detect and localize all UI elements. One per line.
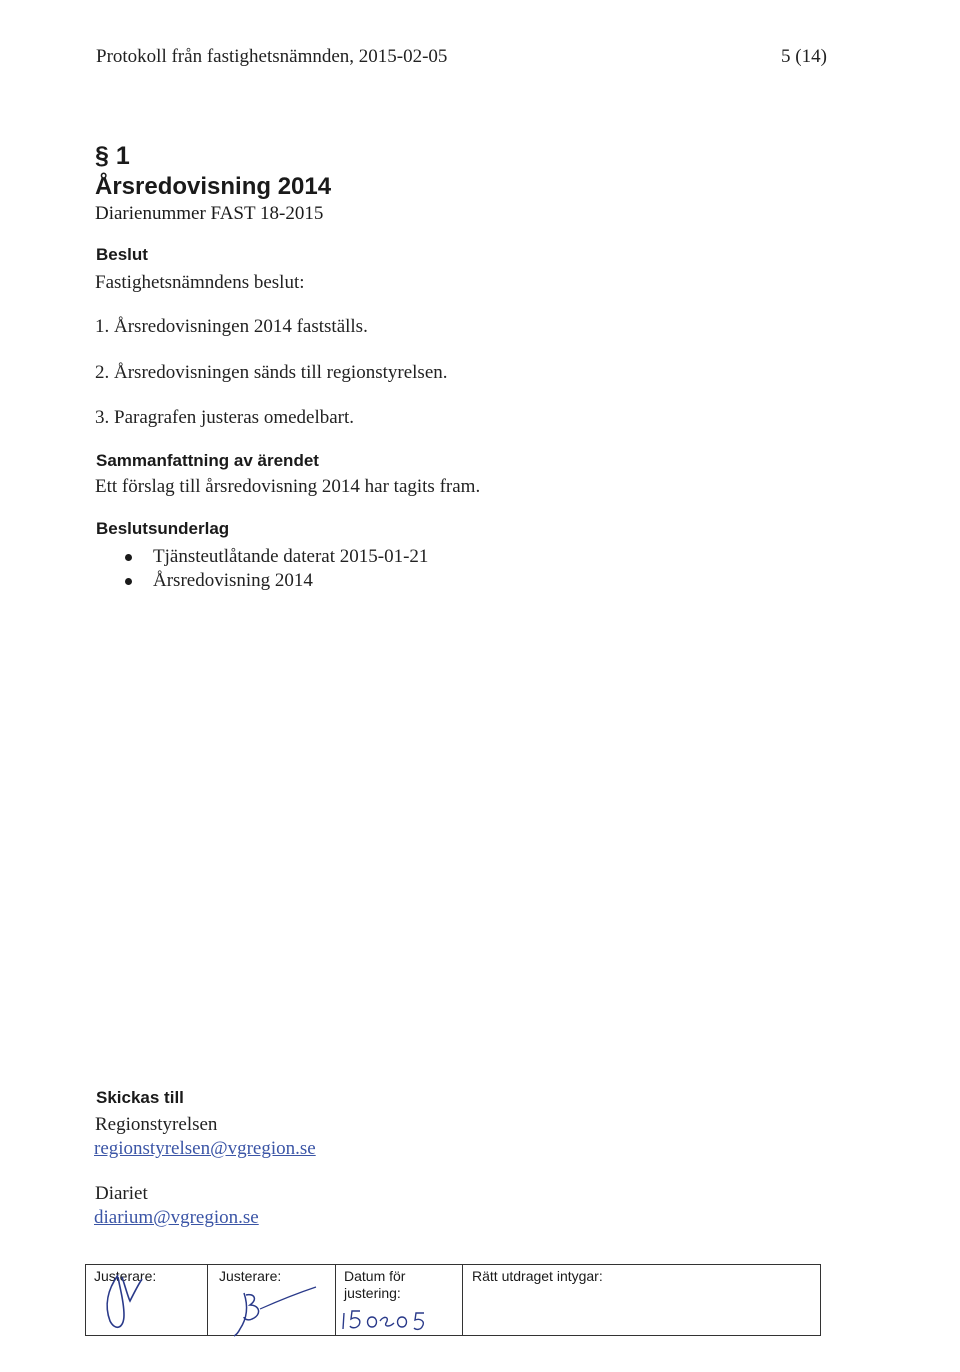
bullet-icon — [125, 554, 132, 561]
decision-item: 2. Årsredovisningen sänds till regionstyrelsen. — [95, 362, 448, 383]
list-item: Tjänsteutlåtande daterat 2015-01-21 — [153, 546, 429, 567]
diarienummer: Diarienummer FAST 18-2015 — [95, 203, 324, 224]
decision-item: 1. Årsredovisningen 2014 fastställs. — [95, 316, 368, 337]
datum-justering-label: Datum för justering: — [344, 1268, 406, 1301]
skickas-till-heading: Skickas till — [96, 1088, 184, 1107]
recipient-name: Diariet — [95, 1183, 148, 1204]
ratt-utdraget-cell — [463, 1265, 820, 1335]
signature-initials-2 — [208, 1273, 336, 1337]
datum-justering-cell — [336, 1265, 463, 1335]
decision-item: 3. Paragrafen justeras omedelbart. — [95, 407, 355, 428]
justerare-label: Justerare: — [219, 1268, 282, 1284]
document-header-title: Protokoll från fastighetsnämnden, 2015-02-05 — [96, 46, 448, 67]
recipient-email-link[interactable]: diarium@vgregion.se — [94, 1207, 259, 1228]
recipient-name: Regionstyrelsen — [95, 1114, 218, 1135]
beslutsunderlag-heading: Beslutsunderlag — [96, 519, 230, 538]
recipient-email-link[interactable]: regionstyrelsen@vgregion.se — [94, 1138, 316, 1159]
page-number: 5 (14) — [781, 46, 827, 67]
list-item: Årsredovisning 2014 — [153, 570, 313, 591]
ratt-utdraget-label: Rätt utdraget intygar: — [472, 1268, 603, 1284]
sammanfattning-heading: Sammanfattning av ärendet — [96, 451, 319, 470]
justerare-cell-2 — [208, 1265, 336, 1335]
page-title: Årsredovisning 2014 — [95, 173, 332, 200]
signature-initials-1 — [98, 1271, 158, 1333]
beslut-heading: Beslut — [96, 245, 148, 264]
justerare-cell-1 — [86, 1265, 208, 1335]
beslut-intro: Fastighetsnämndens beslut: — [95, 272, 305, 293]
handwritten-date — [338, 1305, 460, 1335]
sammanfattning-text: Ett förslag till årsredovisning 2014 har tagits fram. — [95, 476, 481, 497]
signature-table — [85, 1264, 821, 1336]
bullet-icon — [125, 578, 132, 585]
paragraph-number: § 1 — [95, 142, 130, 170]
justerare-label: Justerare: — [94, 1268, 157, 1284]
